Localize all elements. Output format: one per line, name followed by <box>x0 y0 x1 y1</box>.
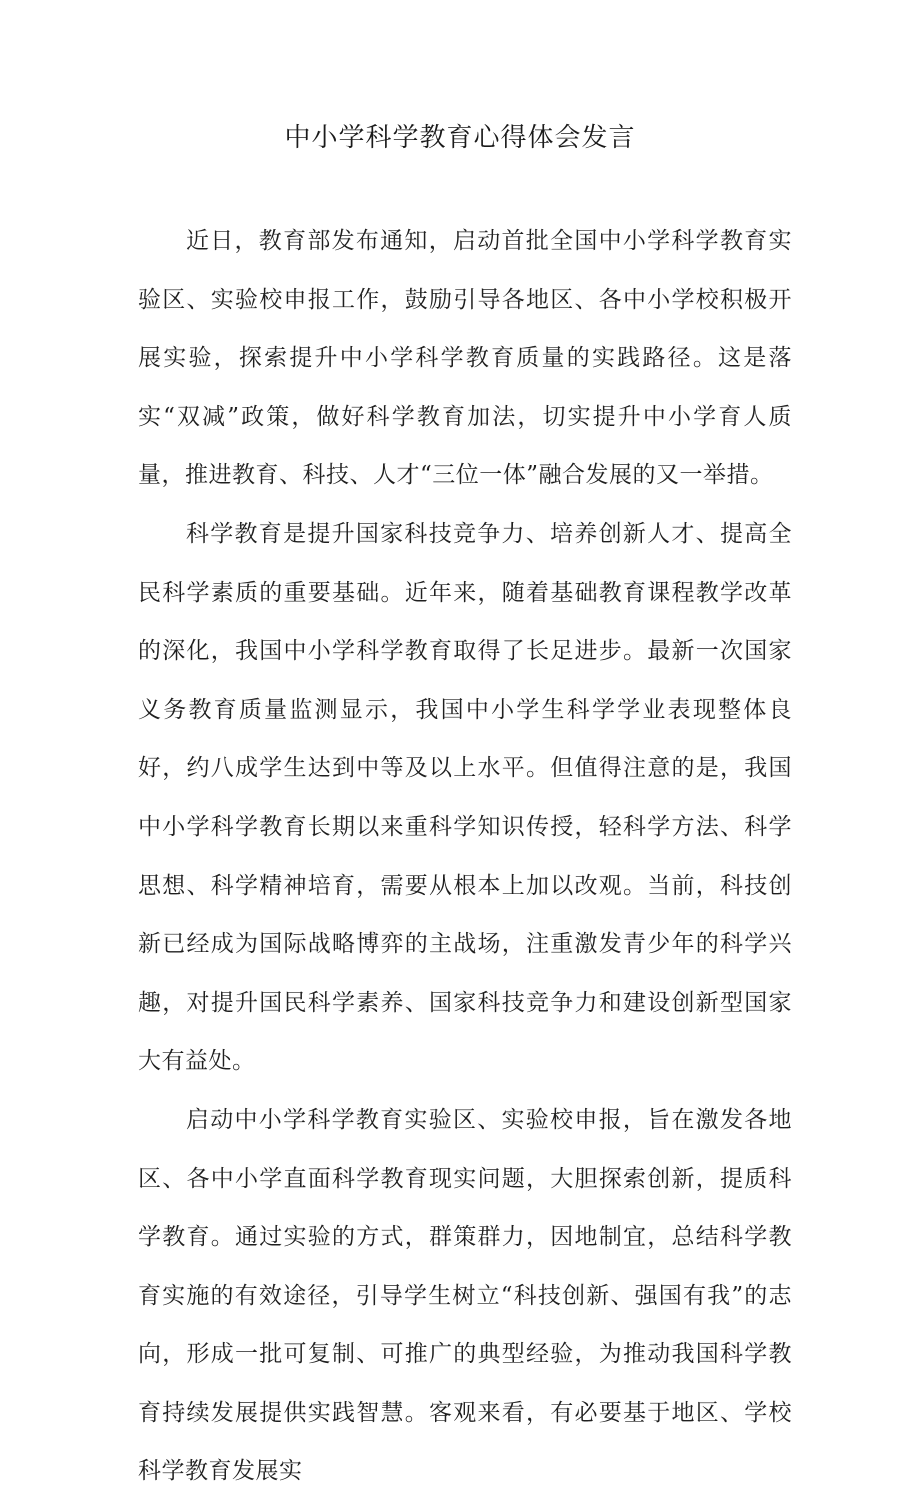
paragraph-2: 科学教育是提升国家科技竞争力、培养创新人才、提高全民科学素质的重要基础。近年来，随着基础教育课程教学改革的深化，我国中小学科学教育取得了长足进步。最新一次国家义务教育质量监测显示，我国中小学生科学学业表现整体良好，约八成学生达到中等及以上水平。但值得注意的是，我国中小学科学教育长期以来重科学知识传授，轻科学方法、科学思想、科学精神培育，需要从根本上加以改观。当前，科技创新已经成为国际战略博弈的主战场，注重激发青少年的科学兴趣，对提升国民科学素养、国家科技竞争力和建设创新型国家大有益处。 <box>138 520 792 1075</box>
document-body <box>138 212 792 1501</box>
paragraph-3: 启动中小学科学教育实验区、实验校申报，旨在激发各地区、各中小学直面科学教育现实问题，大胆探索创新，提质科学教育。通过实验的方式，群策群力，因地制宜，总结科学教育实施的有效途径，引导学生树立“科技创新、强国有我”的志向，形成一批可复制、可推广的典型经验，为推动我国科学教育持续发展提供实践智慧。客观来看，有必要基于地区、学校科学教育发展实 <box>138 1106 792 1485</box>
paragraph-1: 近日，教育部发布通知，启动首批全国中小学科学教育实验区、实验校申报工作，鼓励引导各地区、各中小学校积极开展实验，探索提升中小学科学教育质量的实践路径。这是落实“双减”政策，做好科学教育加法，切实提升中小学育人质量，推进教育、科技、人才“三位一体”融合发展的又一举措。 <box>138 228 792 489</box>
document-title: 中小学科学教育心得体会发言 <box>284 123 636 153</box>
